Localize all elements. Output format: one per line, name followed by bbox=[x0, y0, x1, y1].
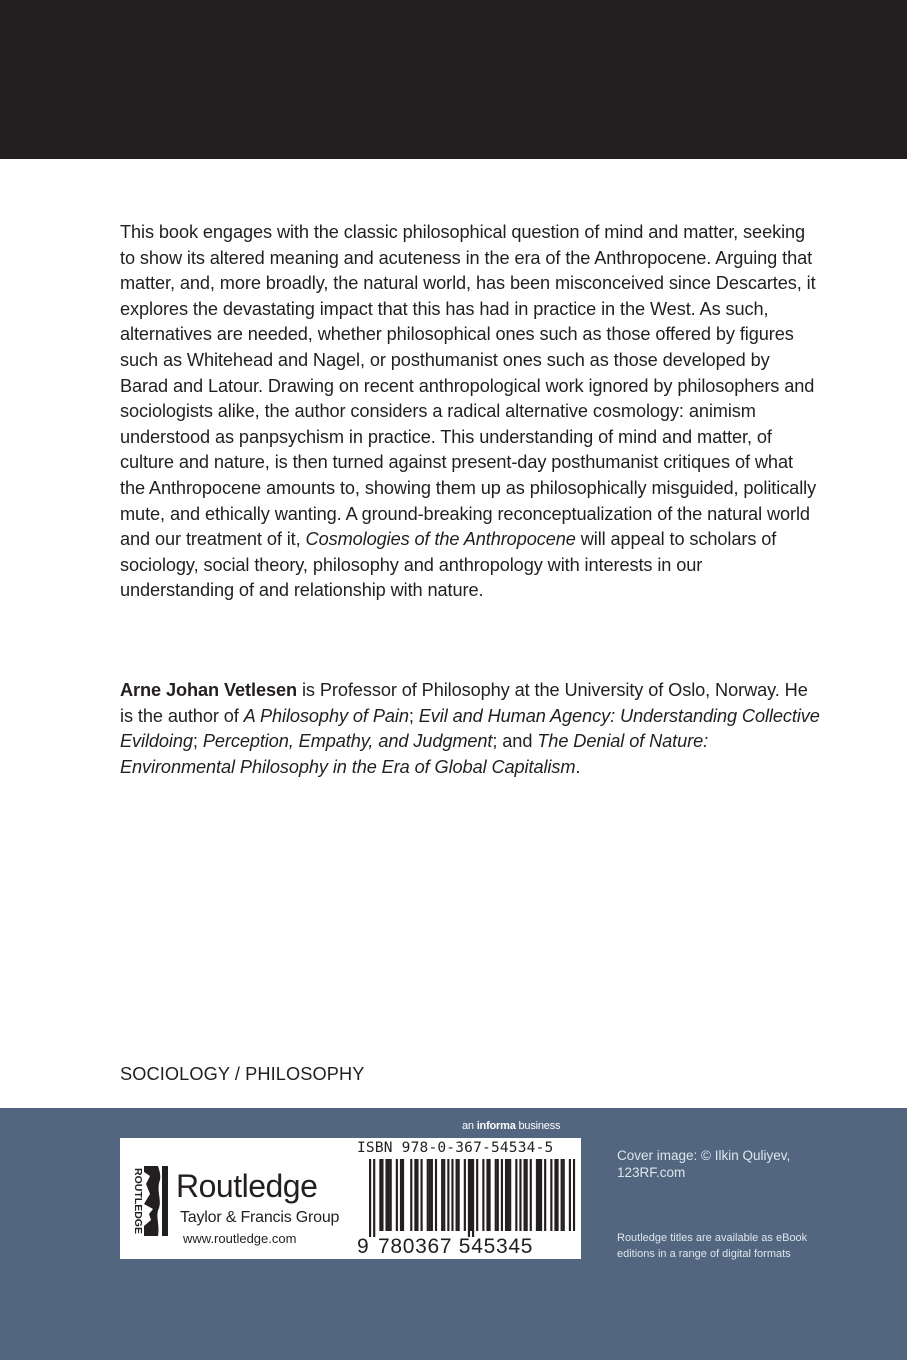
barcode-bar bbox=[509, 1159, 511, 1231]
barcode-bar bbox=[486, 1159, 488, 1231]
barcode-bar bbox=[569, 1159, 571, 1231]
barcode-bar bbox=[476, 1159, 478, 1231]
barcode-bar bbox=[563, 1159, 565, 1231]
barcode-bar bbox=[530, 1159, 532, 1231]
barcode-bar bbox=[431, 1159, 433, 1231]
publisher-group: Taylor & Francis Group bbox=[180, 1209, 340, 1226]
author-bio: Arne Johan Vetlesen is Professor of Philosophy at the University of Oslo, Norway. He is the author of A Philosophy of Pain; Evil and Human Agency: Understanding Collective Evildoing; Perception, Empathy, and Judgment; and The Denial of Nature: Environmental Philosophy in the Era of Global Capitalism. bbox=[120, 680, 820, 777]
barcode-bar bbox=[497, 1159, 499, 1231]
barcode-bar bbox=[488, 1159, 490, 1231]
publisher-url: www.routledge.com bbox=[183, 1231, 297, 1246]
barcode-bar bbox=[451, 1159, 453, 1231]
barcode-bar bbox=[402, 1159, 404, 1231]
barcode-bar bbox=[468, 1159, 470, 1237]
book-blurb: This book engages with the classic philosophical question of mind and matter, seeking to show its altered meaning and acuteness in the era of the Anthropocene. Arguing that matter, and, more broadly, the natural world, has been misconceived since Descartes, it explores the devastating impact that this has had in practice in the West. As such, alternatives are needed, whether philosophical ones such as those offered by figures such as Whitehead and Nagel, or posthumanist ones such as those developed by Barad and Latour. Drawing on recent anthropological work ignored by philosophers and sociologists alike, the author considers a radical alternative cosmology: animism understood as panpsychism in practice. This understanding of mind and matter, of culture and nature, is then turned against present-day posthumanist critiques of what the Anthropocene amounts to, showing them up as philosophically misguided, politically mute, and ethically wanting. A ground-breaking reconceptualization of the natural world and our treatment of it, Cosmologies of the Anthropocene will appeal to scholars of sociology, social theory, philosophy and anthropology with interests in our understanding of and relationship with nature. bbox=[120, 222, 817, 601]
barcode-bar bbox=[526, 1159, 528, 1231]
barcode-bar bbox=[540, 1159, 542, 1231]
barcode-bar bbox=[435, 1159, 437, 1231]
barcode-bar bbox=[443, 1159, 445, 1231]
barcode-bar bbox=[456, 1159, 458, 1231]
barcode-bar bbox=[573, 1159, 575, 1231]
barcode-bar bbox=[381, 1159, 383, 1231]
barcode-bar bbox=[400, 1159, 402, 1231]
barcode-bar bbox=[470, 1159, 472, 1231]
barcode-bar bbox=[458, 1159, 460, 1231]
barcode-bar bbox=[536, 1159, 538, 1231]
top-band bbox=[0, 0, 907, 159]
barcode-bar bbox=[429, 1159, 431, 1231]
barcode-bar bbox=[385, 1159, 387, 1231]
barcode-bar bbox=[501, 1159, 503, 1231]
ebook-availability-note: Routledge titles are available as eBook editions in a range of digital formats bbox=[617, 1232, 808, 1260]
author-name: Arne Johan Vetlesen bbox=[120, 680, 298, 700]
barcode-bar bbox=[561, 1159, 563, 1231]
barcode-bar bbox=[464, 1159, 466, 1231]
barcode-bar bbox=[388, 1159, 390, 1231]
barcode-bar bbox=[427, 1159, 429, 1231]
barcode-bar bbox=[396, 1159, 398, 1231]
svg-text:ROUTLEDGE: ROUTLEDGE bbox=[132, 1168, 144, 1234]
barcode-bar bbox=[441, 1159, 443, 1231]
other-book-3: Perception, Empathy, and Judgment bbox=[202, 731, 493, 752]
routledge-vertical-wordmark bbox=[124, 1166, 144, 1236]
barcode-bar bbox=[556, 1159, 558, 1231]
barcode-bar bbox=[373, 1159, 375, 1237]
isbn-barcode bbox=[369, 1159, 575, 1237]
other-book-4: The Denial of Nature: Environmental Philosophy in the Era of Global Capitalism bbox=[120, 731, 709, 777]
barcode-bar bbox=[550, 1159, 552, 1231]
barcode-bar bbox=[505, 1159, 507, 1231]
book-title: Cosmologies of the Anthropocene bbox=[305, 529, 576, 550]
barcode-lead-digit: 9 bbox=[357, 1235, 369, 1258]
barcode-bar bbox=[416, 1159, 418, 1231]
barcode-bar bbox=[544, 1159, 546, 1231]
barcode-bar bbox=[554, 1159, 556, 1231]
barcode-bar bbox=[379, 1159, 381, 1231]
barcode-digits: 780367 545345 bbox=[378, 1235, 534, 1258]
isbn-label: ISBN 978-0-367-54534-5 bbox=[357, 1140, 554, 1156]
barcode-bar bbox=[414, 1159, 416, 1231]
barcode-bar bbox=[390, 1159, 392, 1231]
barcode-bar bbox=[472, 1159, 474, 1237]
barcode-bar bbox=[515, 1159, 517, 1231]
barcode-bar bbox=[369, 1159, 371, 1237]
barcode-bar bbox=[538, 1159, 540, 1231]
barcode-bar bbox=[519, 1159, 521, 1231]
barcode-bar bbox=[447, 1159, 449, 1231]
routledge-head-logo-icon bbox=[138, 1164, 172, 1238]
subject-category: SOCIOLOGY / PHILOSOPHY bbox=[120, 1064, 365, 1084]
barcode-bar bbox=[507, 1159, 509, 1231]
barcode-bar bbox=[421, 1159, 423, 1231]
other-book-1: A Philosophy of Pain bbox=[243, 705, 409, 726]
cover-image-credit: Cover image: © Ilkin Quliyev, 123RF.com bbox=[617, 1148, 791, 1180]
other-book-2: Evil and Human Agency: Understanding Collective Evildoing bbox=[120, 705, 820, 752]
barcode-bar bbox=[524, 1159, 526, 1231]
barcode-bar bbox=[482, 1159, 484, 1231]
publisher-name: Routledge bbox=[176, 1168, 318, 1204]
barcode-bar bbox=[495, 1159, 497, 1231]
informa-tagline: an informa business bbox=[462, 1120, 561, 1132]
barcode-bar bbox=[410, 1159, 412, 1231]
